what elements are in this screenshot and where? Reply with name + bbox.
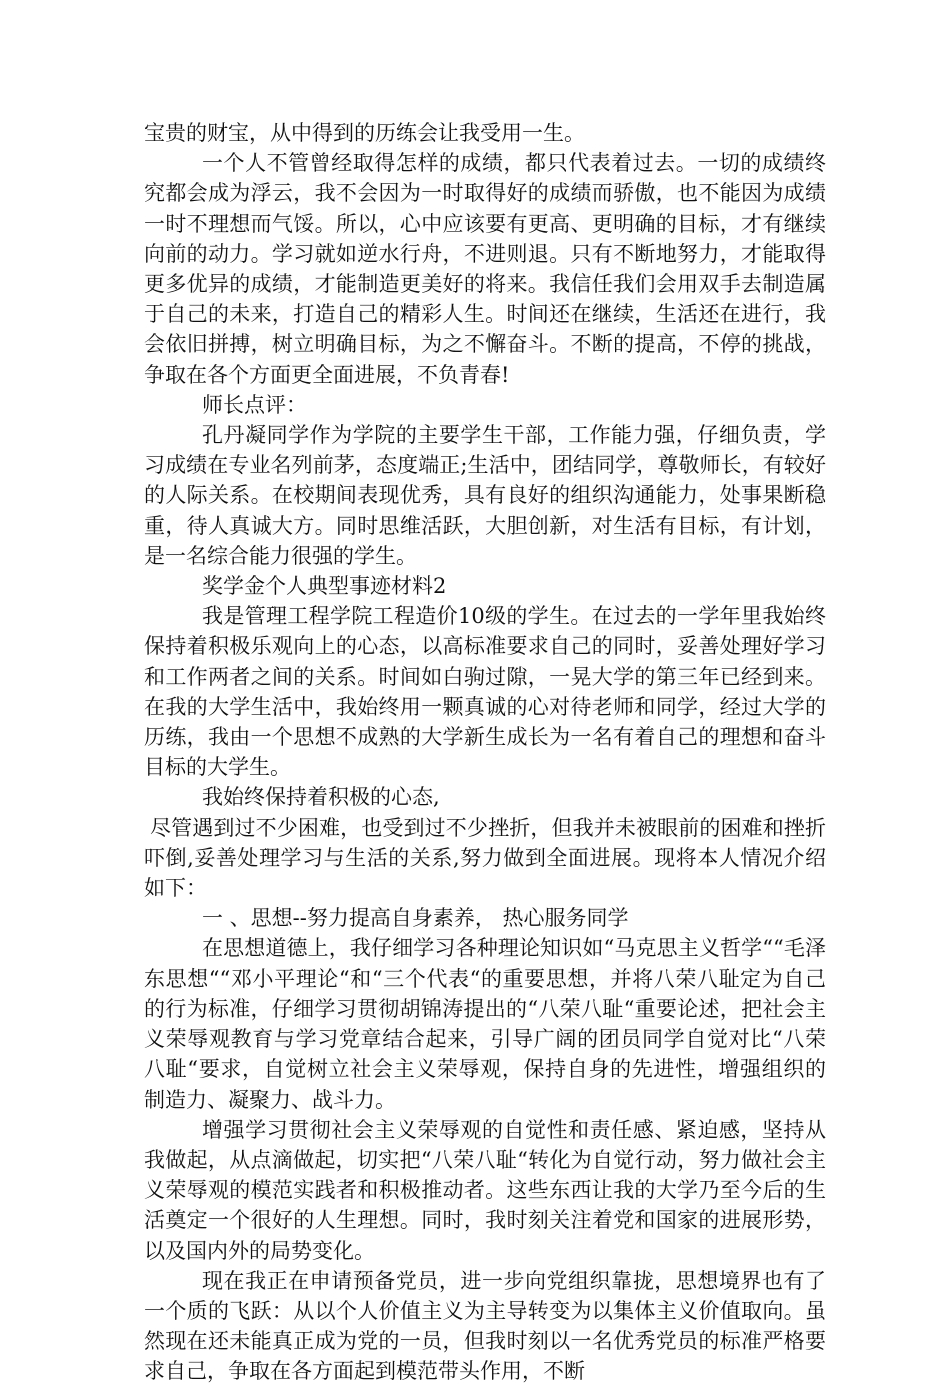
section-heading-ideology: 一 、思想--努力提高自身素养， 热心服务同学 (202, 906, 629, 931)
document-page (144, 118, 826, 1387)
paragraph-reflection: 一个人不管曾经取得怎样的成绩，都只代表着过去。一切的成绩终究都会成为浮云，我不会因为一时取得好的成绩而骄傲，也不能因为成绩一时不理想而气馁。所以，心中应该要有更高、更明确的目标，才有继续向前的动力。学习就如逆水行舟，不进则退。只有不断地努力，才能取得更多优异的成绩，才能制造更美好的将来。我信任我们会用双手去制造属于自己的未来，打造自己的精彩人生。时间还在继续，生活还在进行，我会依旧拼搏，树立明确目标，为之不懈奋斗。不断的提高，不停的挑战，争取在各个方面更全面进展，不负青春! (144, 151, 826, 387)
paragraph-ideology-study: 在思想道德上，我仔细学习各种理论知识如“马克思主义哲学““毛泽东思想““邓小平理论“和“三个代表“的重要思想，并将八荣八耻定为自己的行为标准，仔细学习贯彻胡锦涛提出的“八荣八耻“重要论述，把社会主义荣辱观教育与学习党章结合起来，引导广阔的团员同学自觉对比“八荣八耻“要求，自觉树立社会主义荣辱观，保持自身的先进性，增强组织的制造力、凝聚力、战斗力。 (144, 936, 826, 1112)
paragraph-teacher-comment: 孔丹凝同学作为学院的主要学生干部，工作能力强，仔细负责，学习成绩在专业名列前茅，态度端正;生活中，团结同学，尊敬师长，有较好的人际关系。在校期间表现优秀，具有良好的组织沟通能力，处事果断稳重，待人真诚大方。同时思维活跃，大胆创新，对生活有目标，有计划，是一名综合能力很强的学生。 (144, 423, 826, 568)
paragraph-honor-disgrace: 增强学习贯彻社会主义荣辱观的自觉性和责任感、紧迫感，坚持从我做起，从点滴做起，切实把“八荣八耻“转化为自觉行动，努力做社会主义荣辱观的模范实践者和积极推动者。这些东西让我的大学乃至今后的生活奠定一个很好的人生理想。同时，我时刻关注着党和国家的进展形势，以及国内外的局势变化。 (144, 1117, 826, 1263)
paragraph-difficulties: 尽管遇到过不少困难，也受到过不少挫折，但我并未被眼前的困难和挫折吓倒,妥善处理学习与生活的关系,努力做到全面进展。现将本人情况介绍如下： (144, 815, 826, 901)
section-title-material-2: 奖学金个人典型事迹材料2 (202, 574, 447, 599)
paragraph-continuation: 宝贵的财宝，从中得到的历练会让我受用一生。 (144, 121, 585, 145)
paragraph-teacher-comment-heading: 师长点评： (202, 392, 307, 417)
paragraph-introduction: 我是管理工程学院工程造价10级的学生。在过去的一学年里我始终保持着积极乐观向上的心态，以高标准要求自己的同时，妥善处理好学习和工作两者之间的关系。时间如白驹过隙，一晃大学的第三年已经到来。在我的大学生活中，我始终用一颗真诚的心对待老师和同学，经过大学的历练，我由一个思想不成熟的大学新生成长为一名有着自己的理想和奋斗目标的大学生。 (144, 604, 826, 780)
paragraph-attitude: 我始终保持着积极的心态, (202, 785, 440, 810)
paragraph-party-application: 现在我正在申请预备党员，进一步向党组织靠拢，思想境界也有了一个质的飞跃：从以个人价值主义为主导转变为以集体主义价值取向。虽然现在还未能真正成为党的一员，但我时刻以一名优秀党员的标准严格要求自己，争取在各方面起到模范带头作用，不断 (144, 1268, 826, 1384)
